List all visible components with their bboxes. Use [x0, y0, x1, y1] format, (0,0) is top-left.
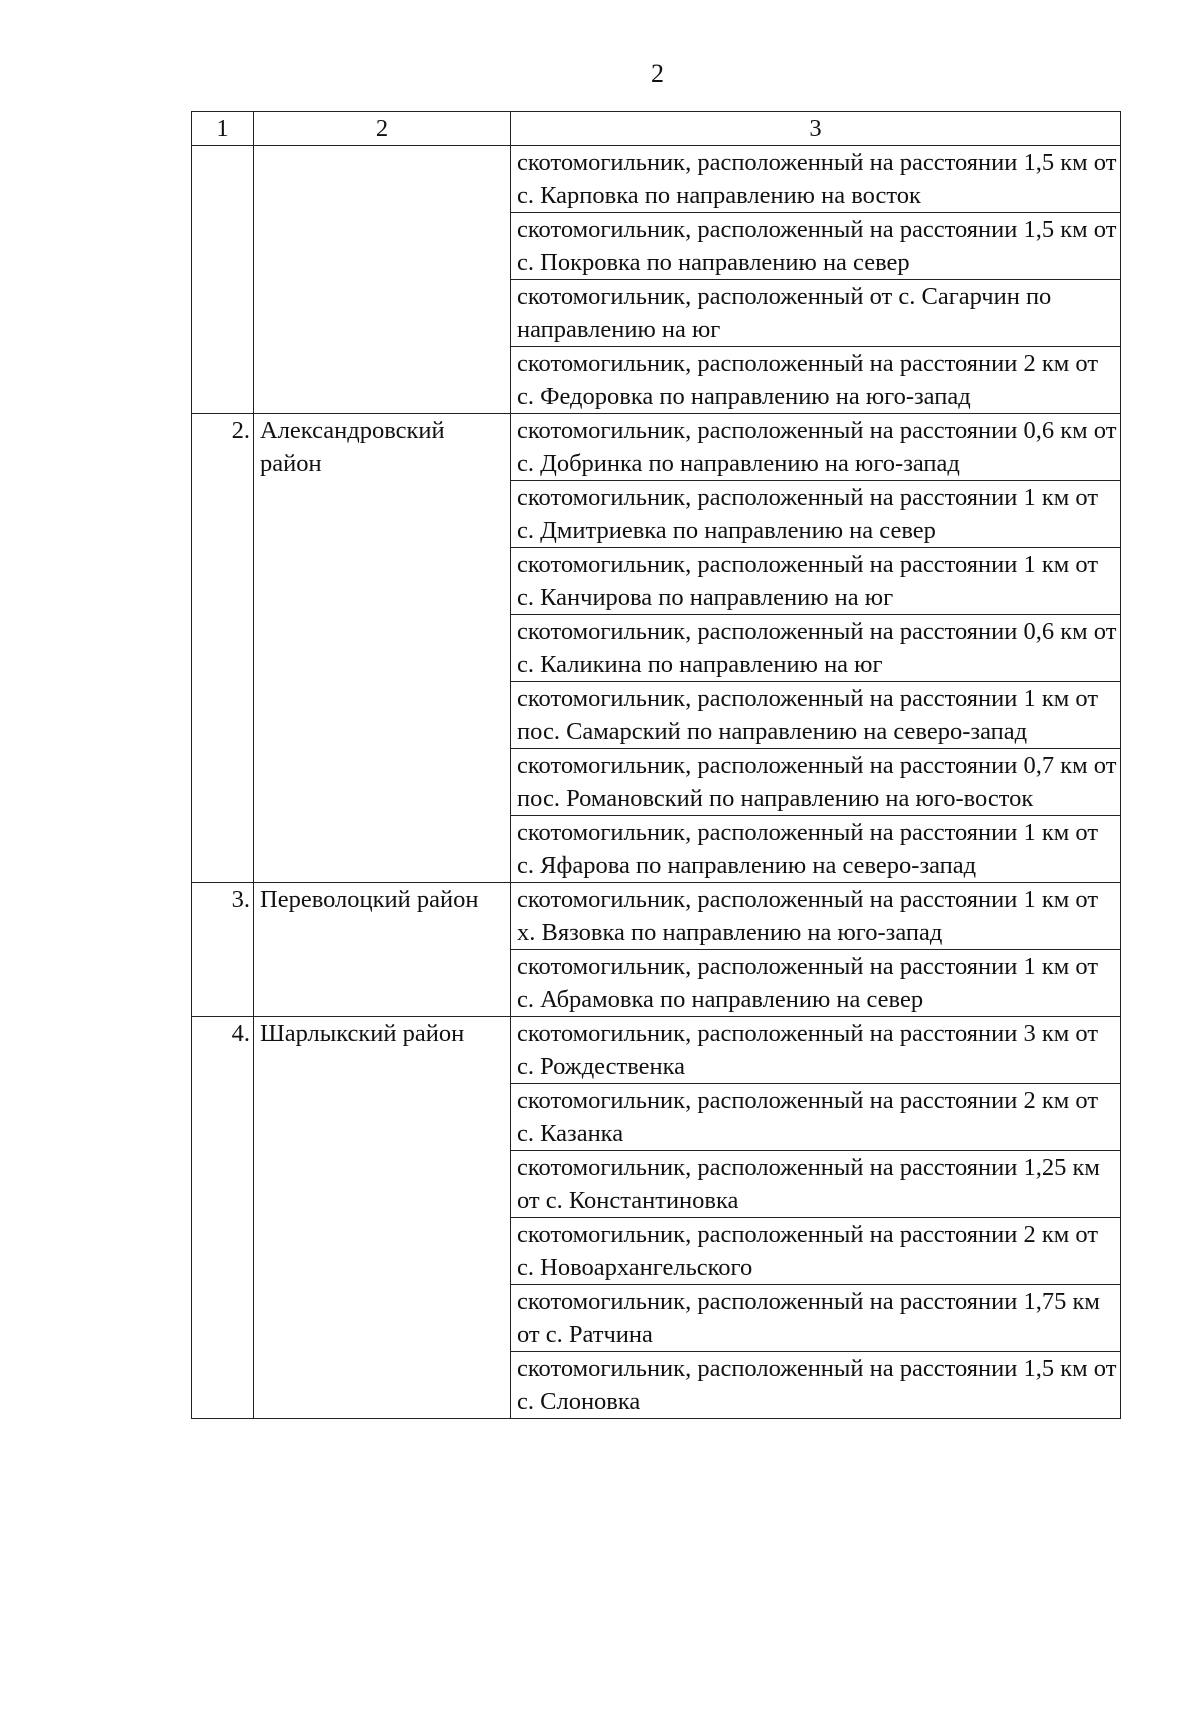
burial-site-description: скотомогильник, расположенный на расстоянии 0,7 км от пос. Романовский по направлению на юго-восток — [511, 749, 1121, 816]
district-number: 4. — [192, 1017, 254, 1419]
district-name — [254, 146, 511, 414]
burial-site-description: скотомогильник, расположенный на расстоянии 1 км от с. Яфарова по направлению на северо-запад — [511, 816, 1121, 883]
district-name: Переволоцкий район — [254, 883, 511, 1017]
table-body — [192, 146, 1121, 1419]
burial-site-description: скотомогильник, расположенный на расстоянии 1,25 км от с. Константиновка — [511, 1151, 1121, 1218]
burial-site-description: скотомогильник, расположенный на расстоянии 1 км от с. Дмитриевка по направлению на север — [511, 481, 1121, 548]
burial-site-description: скотомогильник, расположенный на расстоянии 3 км от с. Рождественка — [511, 1017, 1121, 1084]
burial-site-description: скотомогильник, расположенный на расстоянии 1,5 км от с. Покровка по направлению на север — [511, 213, 1121, 280]
burial-site-description: скотомогильник, расположенный на расстоянии 1,75 км от с. Ратчина — [511, 1285, 1121, 1352]
burial-site-description: скотомогильник, расположенный на расстоянии 1 км от с. Канчирова по направлению на юг — [511, 548, 1121, 615]
burial-site-table — [191, 111, 1121, 1419]
district-name: Шарлыкский район — [254, 1017, 511, 1419]
header-row — [192, 112, 1121, 146]
table-row — [192, 146, 1121, 213]
table-row — [192, 414, 1121, 481]
table-row — [192, 1017, 1121, 1084]
burial-site-description: скотомогильник, расположенный на расстоянии 1,5 км от с. Карповка по направлению на восток — [511, 146, 1121, 213]
table-row — [192, 883, 1121, 950]
district-number — [192, 146, 254, 414]
burial-site-description: скотомогильник, расположенный на расстоянии 1,5 км от с. Слоновка — [511, 1352, 1121, 1419]
header-col-district: 2 — [254, 112, 511, 146]
district-name: Александровский район — [254, 414, 511, 883]
burial-site-description: скотомогильник, расположенный на расстоянии 0,6 км от с. Добринка по направлению на юго-запад — [511, 414, 1121, 481]
burial-site-description: скотомогильник, расположенный на расстоянии 1 км от пос. Самарский по направлению на северо-запад — [511, 682, 1121, 749]
burial-site-description: скотомогильник, расположенный на расстоянии 2 км от с. Новоархангельского — [511, 1218, 1121, 1285]
burial-site-description: скотомогильник, расположенный на расстоянии 1 км от с. Абрамовка по направлению на север — [511, 950, 1121, 1017]
district-number: 2. — [192, 414, 254, 883]
burial-site-description: скотомогильник, расположенный на расстоянии 0,6 км от с. Каликина по направлению на юг — [511, 615, 1121, 682]
table-header — [192, 112, 1121, 146]
header-col-site: 3 — [511, 112, 1121, 146]
burial-site-description: скотомогильник, расположенный на расстоянии 1 км от х. Вязовка по направлению на юго-запад — [511, 883, 1121, 950]
district-number: 3. — [192, 883, 254, 1017]
burial-site-description: скотомогильник, расположенный на расстоянии 2 км от с. Федоровка по направлению на юго-запад — [511, 347, 1121, 414]
burial-site-description: скотомогильник, расположенный от с. Сагарчин по направлению на юг — [511, 280, 1121, 347]
page-number: 2 — [651, 59, 664, 88]
header-col-number: 1 — [192, 112, 254, 146]
burial-site-description: скотомогильник, расположенный на расстоянии 2 км от с. Казанка — [511, 1084, 1121, 1151]
